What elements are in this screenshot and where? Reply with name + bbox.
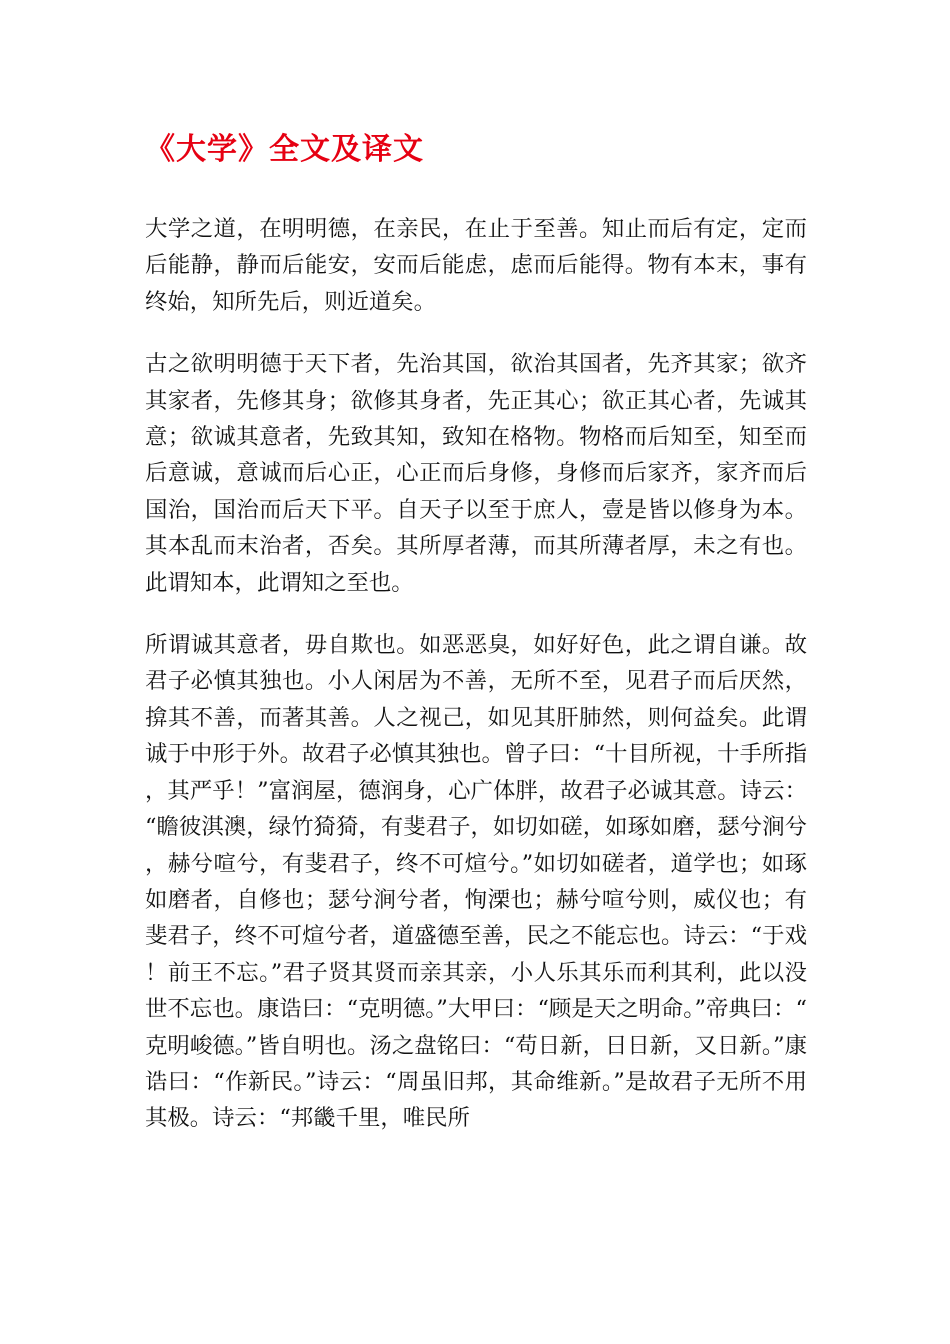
document-title: 《大学》全文及译文: [145, 132, 424, 167]
paragraph-2: 古之欲明明德于天下者，先治其国，欲治其国者，先齐其家；欲齐其家者，先修其身；欲修其身者，先正其心；欲正其心者，先诚其意；欲诚其意者，先致其知，致知在格物。物格而后知至，知至而后意诚，意诚而后心正，心正而后身修，身修而后家齐，家齐而后国治，国治而后天下平。自天子以至于庶人，壹是皆以修身为本。其本乱而末治者，否矣。其所厚者薄，而其所薄者厚，未之有也。此谓知本，此谓知之至也。: [145, 351, 807, 596]
paragraph-3: 所谓诚其意者，毋自欺也。如恶恶臭，如好好色，此之谓自谦。故君子必慎其独也。小人闲居为不善，无所不至，见君子而后厌然，揜其不善，而著其善。人之视己，如见其肝肺然，则何益矣。此谓诚于中形于外。故君子必慎其独也。曾子曰：“十目所视，十手所指，其严乎！”富润屋，德润身，心广体胖，故君子必诚其意。诗云：“瞻彼淇澳，绿竹猗猗，有斐君子，如切如磋，如琢如磨，瑟兮涧兮，赫兮喧兮，有斐君子，终不可煊兮。”如切如磋者，道学也；如琢如磨者，自修也；瑟兮涧兮者，恂溧也；赫兮喧兮则，威仪也；有斐君子，终不可煊兮者，道盛德至善，民之不能忘也。诗云：“于戏！前王不忘。”君子贤其贤而亲其亲，小人乐其乐而利其利，此以没世不忘也。康诰曰：“克明德。”大甲曰：“顾是天之明命。”帝典曰：“克明峻德。”皆自明也。汤之盘铭曰：“苟日新，日日新，又日新。”康诰曰：“作新民。”诗云：“周虽旧邦，其命维新。”是故君子无所不用其极。诗云：“邦畿千里，唯民所: [145, 632, 807, 1132]
document-body: [145, 211, 807, 1137]
document-page: [145, 128, 807, 1137]
paragraph-1: 大学之道，在明明德，在亲民，在止于至善。知止而后有定，定而后能静，静而后能安，安而后能虑，虑而后能得。物有本末，事有终始，知所先后，则近道矣。: [145, 216, 807, 315]
